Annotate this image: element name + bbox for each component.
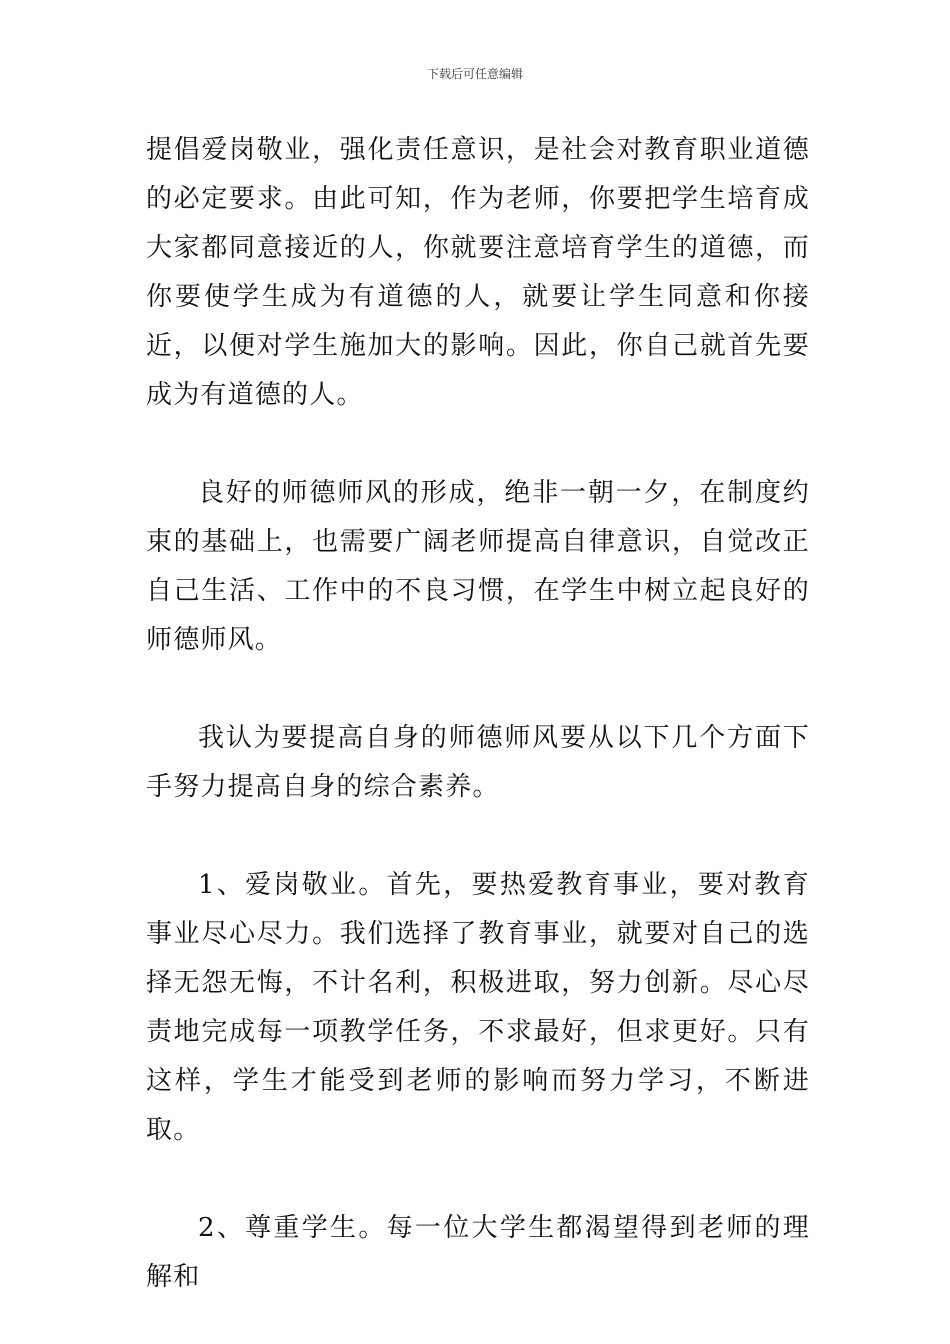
paragraph-improvement-intro: 我认为要提高自身的师德师风要从以下几个方面下手努力提高自身的综合素养。: [146, 723, 810, 802]
document-body: [146, 126, 810, 1302]
page-header-note: 下载后可任意编辑: [426, 67, 523, 81]
paragraph-professional-ethics: 提倡爱岗敬业，强化责任意识，是社会对教育职业道德的必定要求。由此可知，作为老师，你要把学生培育成大家都同意接近的人，你就要注意培育学生的道德，而你要使学生成为有道德的人，就要让学生同意和你接近，以便对学生施加大的影响。因此，你自己就首先要成为有道德的人。: [146, 135, 810, 410]
paragraph-spacer: [146, 420, 810, 469]
paragraph-point-1: 1、爱岗敬业。首先，要热爱教育事业，要对教育事业尽心尽力。我们选择了教育事业，就要对自己的选择无怨无悔，不计名利，积极进取，努力创新。尽心尽责地完成每一项教学任务，不求最好，但求更好。只有这样，学生才能受到老师的影响而努力学习，不断进取。: [146, 870, 810, 1145]
paragraph-point-2: 2、尊重学生。每一位大学生都渴望得到老师的理解和: [146, 1213, 810, 1292]
paragraph-spacer: [146, 812, 810, 861]
paragraph-spacer: [146, 1155, 810, 1204]
paragraph-teacher-style: 良好的师德师风的形成，绝非一朝一夕，在制度约束的基础上，也需要广阔老师提高自律意识，自觉改正自己生活、工作中的不良习惯，在学生中树立起良好的师德师风。: [146, 478, 810, 655]
paragraph-spacer: [146, 665, 810, 714]
